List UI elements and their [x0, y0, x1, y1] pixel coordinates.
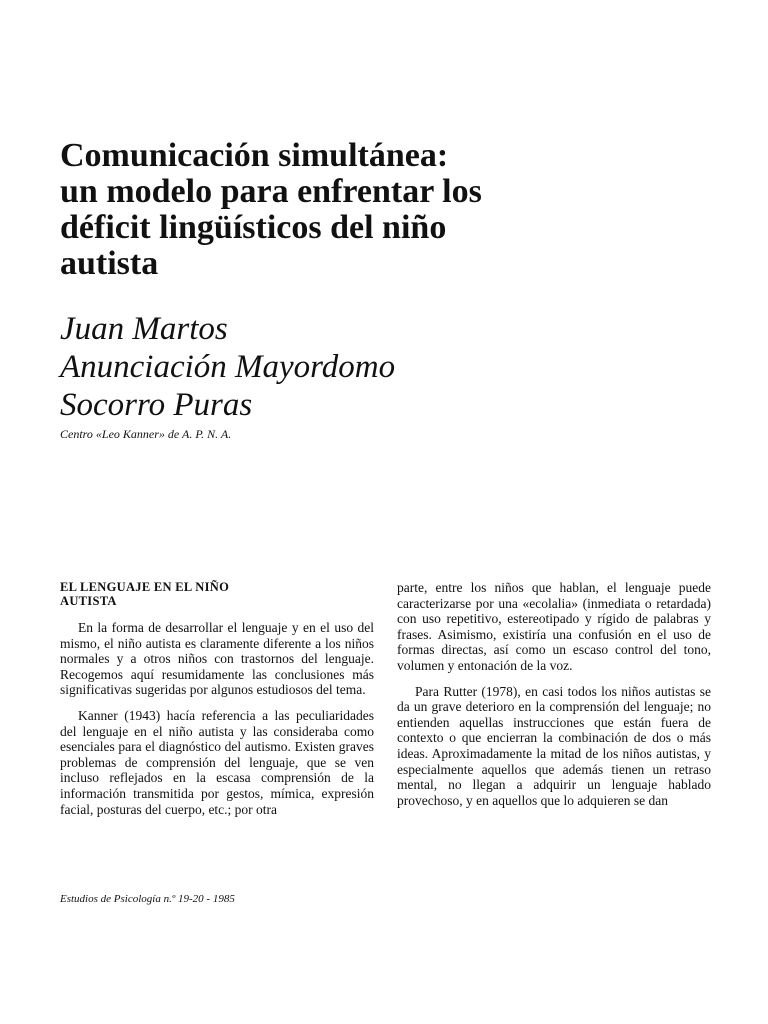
section-heading	[60, 580, 374, 608]
left-column	[60, 580, 374, 827]
paragraph: Para Rutter (1978), en casi todos los niños autistas se da un grave deterioro en la comprensión del lenguaje; no entienden aquellas instrucciones que están fuera de contexto o que encierran la combinación de dos o más ideas. Aproximadamente la mitad de los niños autistas, y especialmente aquellos que además tienen un retraso mental, no llegan a adquirir un lenguaje hablado provechoso, y en aquellos que lo adquieren se dan	[397, 683, 711, 808]
author-name: Anunciación Mayordomo	[60, 349, 396, 385]
affiliation: Centro «Leo Kanner» de A. P. N. A.	[60, 427, 232, 441]
paragraph: En la forma de desarrollar el lenguaje y en el uso del mismo, el niño autista es claramente diferente a los niños normales y a otros niños con trastornos del lenguaje. Recogemos aquí resumidamente las conclusiones más significativas sugeridas por algunos estudiosos del tema.	[60, 620, 374, 698]
author-name: Socorro Puras	[60, 387, 253, 423]
journal-footer: Estudios de Psicología n.º 19-20 - 1985	[60, 893, 235, 905]
author-list	[60, 310, 700, 424]
right-column	[397, 580, 711, 818]
author-name: Juan Martos	[60, 311, 228, 347]
section-heading-line: EL LENGUAJE EN EL NIÑO	[60, 580, 230, 594]
article-title	[60, 138, 700, 282]
title-line: autista	[60, 245, 159, 282]
title-line: déficit lingüísticos del niño	[60, 209, 447, 246]
paragraph: parte, entre los niños que hablan, el lenguaje puede caracterizarse por una «ecolalia» (inmediata o retardada) con uso repetitivo, estereotipado y rígido de palabras y frases. Asimismo, existiría una confusión en el uso de formas directas, así como un escaso control del tono, volumen y entonación de la voz.	[397, 580, 711, 673]
paragraph: Kanner (1943) hacía referencia a las peculiaridades del lenguaje en el niño autista y las consideraba como esenciales para el diagnóstico del autismo. Existen graves problemas de comprensión del lenguaje, que se ven incluso reflejados en la escasa comprensión de la información transmitida por gestos, mímica, expresión facial, posturas del cuerpo, etc.; por otra	[60, 707, 374, 817]
section-heading-line: AUTISTA	[60, 594, 117, 608]
title-line: un modelo para enfrentar los	[60, 173, 482, 210]
title-line: Comunicación simultánea:	[60, 137, 449, 174]
